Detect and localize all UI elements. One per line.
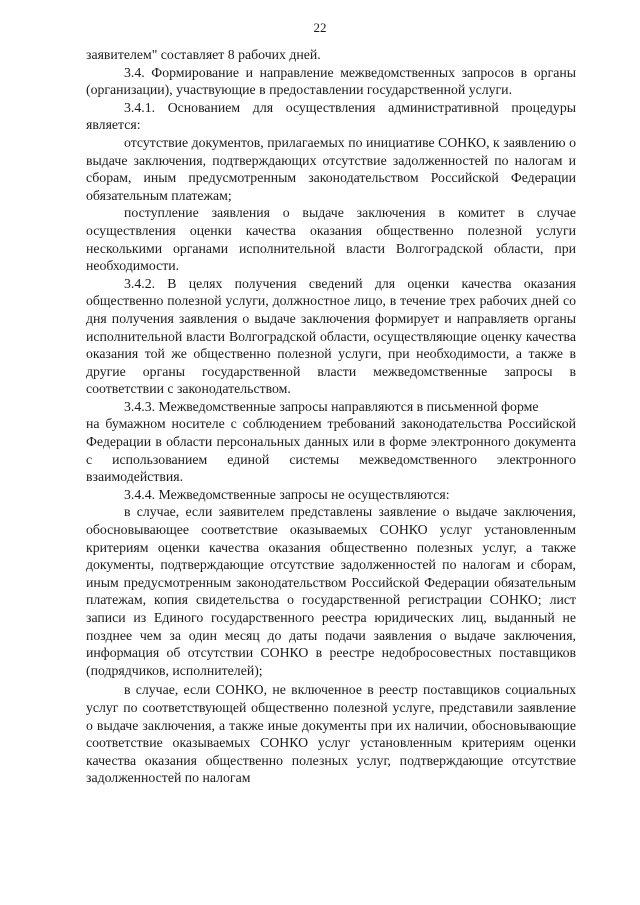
paragraph-case-applicant-documents: в случае, если заявителем представлены заявление о выдаче заключения, обосновывающее соответствие оказываемых СОНКО услуг установленным критериям оценки качества оказания общественно полезных услуг, а также документы, подтверждающие отсутствие задолженностей по налогам и сборам, иным предусмотренным законодательством Российской Федерации обязательным платежам, копия свидетельства о государственной регистрации СОНКО; лист записи из Единого государственного реестра юридических лиц, выданный не позднее чем за один месяц до даты подачи заявления о выдаче заключения, информация об отсутствии СОНКО в реестре недобросовестных поставщиков (подрядчиков, исполнителей); bbox=[86, 504, 576, 678]
paragraph-continuation: заявителем" составляет 8 рабочих дней. bbox=[86, 47, 321, 62]
page-number: 22 bbox=[313, 20, 327, 35]
section-3-4-3: 3.4.3. Межведомственные запросы направляются в письменной форме bbox=[124, 398, 539, 414]
document-body bbox=[86, 46, 576, 787]
section-3-4-1: 3.4.1. Основанием для осуществления административной процедуры является: bbox=[86, 99, 576, 133]
section-3-4-heading: 3.4. Формирование и направление межведомственных запросов в органы (организации), участвующие в предоставлении государственной услуги. bbox=[86, 64, 576, 98]
section-3-4-2: 3.4.2. В целях получения сведений для оценки качества оказания общественно полезной услуги, должностное лицо, в течение трех рабочих дней со дня получения заявления о выдаче заключения формирует и направляетв органы исполнительной власти Волгоградской области, осуществляющие оценку качества оказания той же общественно полезной услуги, при необходимости, а также в другие органы государственной власти межведомственные запросы в соответствии с законодательством. bbox=[86, 275, 576, 397]
paragraph-absence-of-documents: отсутствие документов, прилагаемых по инициативе СОНКО, к заявлению о выдаче заключения, подтверждающих отсутствие задолженностей по налогам и сборам, иным предусмотренным законодательством Российской Федерации обязательным платежам; bbox=[86, 134, 576, 203]
paragraph-receipt-of-application: поступление заявления о выдаче заключения в комитет в случае осуществления оценки качества оказания общественно полезной услуги несколькими органами исполнительной власти Волгоградской области, при необходимости. bbox=[86, 205, 576, 274]
paragraph-paper-medium: на бумажном носителе с соблюдением требований законодательства Российской Федерации в области персональных данных или в форме электронного документа с использованием единой системы межведомственного электронного взаимодействия. bbox=[86, 416, 576, 485]
section-3-4-4: 3.4.4. Межведомственные запросы не осуществляются: bbox=[124, 486, 450, 502]
paragraph-case-not-in-registry: в случае, если СОНКО, не включенное в реестр поставщиков социальных услуг по соответствующей общественно полезной услуге, представили заявление о выдаче заключения, а также иные документы при их наличии, обосновывающие соответствие оказываемых СОНКО услуг установленным критериям оценки качества оказания общественно полезных услуг, подтверждающие отсутствие задолженностей по налогам bbox=[86, 682, 576, 786]
